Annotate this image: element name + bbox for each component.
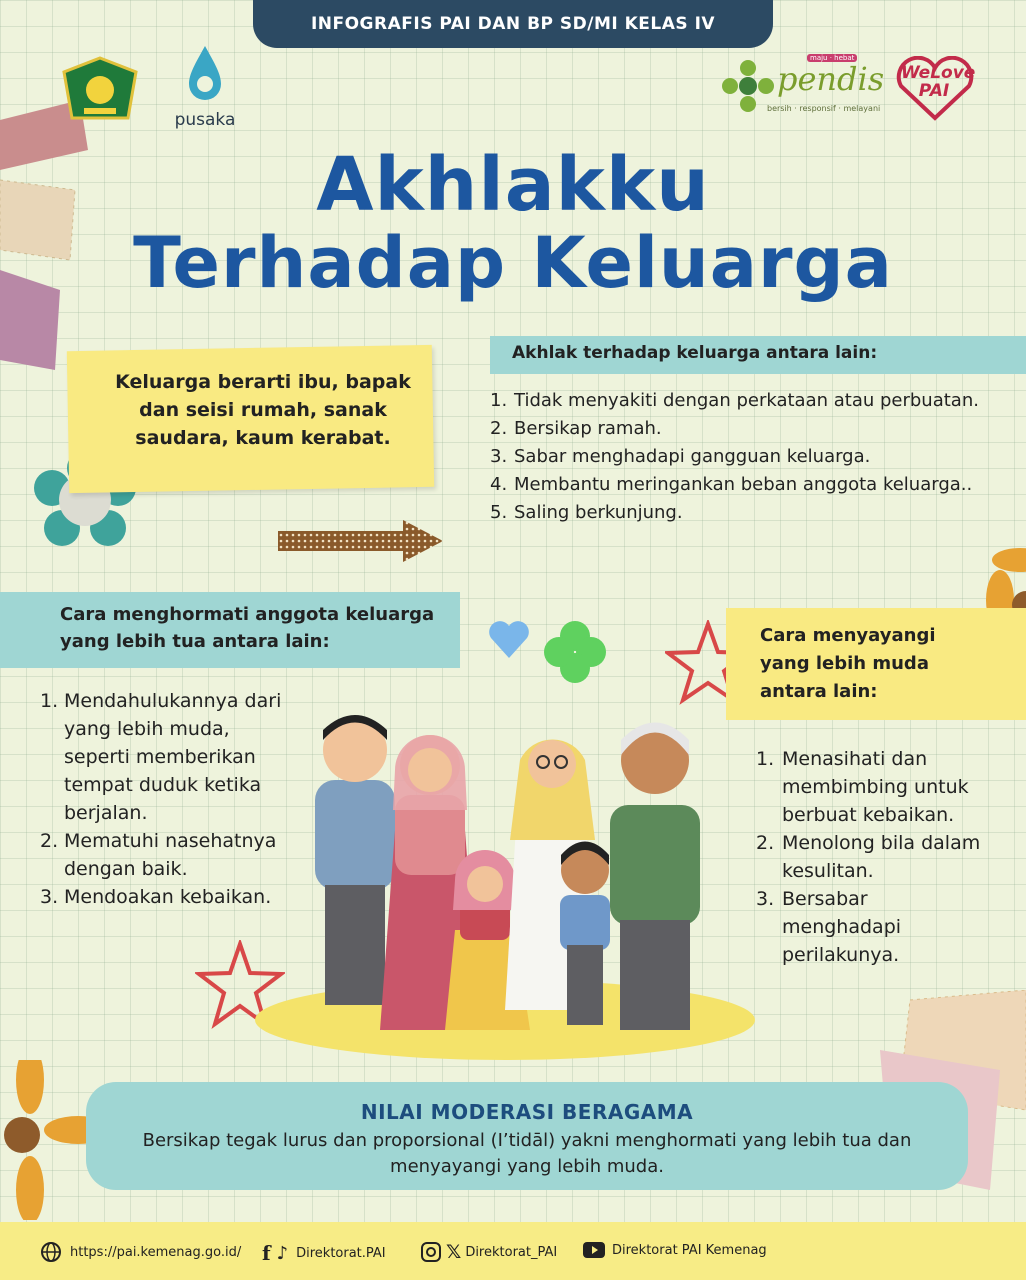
youtube-icon [582,1241,606,1259]
akhlak-list [490,387,990,527]
list-item [40,687,290,827]
website-link[interactable] [40,1241,241,1263]
list-item [490,471,990,499]
grandfather-figure [610,723,700,1031]
item-number: 3. [756,888,775,910]
item-text: Tidak menyakiti dengan perkataan atau perbuatan. [514,390,979,411]
family-illustration [255,700,755,1060]
pendis-small-tag: maju · hebat [807,54,857,62]
item-text: Mendoakan kebaikan. [64,886,272,908]
clover-icon [543,620,607,684]
pai-label: PAI [918,81,950,101]
item-text: Mendahulukannya dari yang lebih muda, seperti memberikan tempat duduk ketika berjalan. [64,690,282,824]
item-text: Saling berkunjung. [514,502,683,523]
page-title-line-2: Terhadap Keluarga [133,222,893,304]
boy-figure [560,842,610,1026]
youtube-channel: Direktorat PAI Kemenag [612,1242,767,1258]
page-title-line-1: Akhlakku [316,142,710,228]
item-text: Bersikap ramah. [514,418,662,439]
banner-text: INFOGRAFIS PAI DAN BP SD/MI KELAS IV [310,14,716,34]
sayang-heading: Cara menyayangi yang lebih muda antara lain: [760,625,936,702]
item-text: Mematuhi nasehatnya dengan baik. [64,830,277,880]
item-number: 3. [490,446,508,467]
moderation-text: Bersikap tegak lurus dan proporsional (I’tidāl) yakni menghormati yang lebih tua dan menyayangi yang lebih muda. [142,1130,912,1177]
list-item [490,387,990,415]
list-item [756,885,986,969]
list-item [490,415,990,443]
x-icon: 𝕏 [446,1241,462,1263]
kemenag-logo [60,56,140,126]
item-number: 2. [40,830,59,852]
item-text: Sabar menghadapi gangguan keluarga. [514,446,871,467]
website-url: https://pai.kemenag.go.id/ [70,1244,242,1260]
father-figure [315,715,395,1005]
item-text: Menolong bila dalam kesulitan. [782,832,981,882]
youtube-link[interactable] [582,1241,767,1259]
item-number: 4. [490,474,508,495]
item-text: Bersabar menghadapi perilakunya. [782,888,902,966]
akhlak-heading: Akhlak terhadap keluarga antara lain: [512,343,878,363]
arrow-right-icon [278,520,443,562]
pusaka-logo [165,44,245,134]
item-number: 2. [756,832,775,854]
list-item [490,443,990,471]
moderation-title: NILAI MODERASI BERAGAMA [360,1100,694,1124]
list-item [756,745,986,829]
pendis-logo [722,54,892,124]
sayang-list [756,745,986,969]
list-item [40,883,290,911]
item-number: 1. [490,390,508,411]
instagram-x-link[interactable] [420,1241,557,1263]
we-love-pai-logo [893,56,977,122]
hormat-list [40,687,290,911]
facebook-tiktok-handle: Direktorat.PAI [296,1245,386,1261]
pusaka-label: pusaka [174,110,236,130]
item-text: Membantu meringankan beban anggota keluarga.. [514,474,973,495]
item-number: 2. [490,418,508,439]
globe-icon [40,1241,62,1263]
instagram-icon [420,1241,442,1263]
facebook-tiktok-link[interactable] [262,1241,386,1265]
heart-icon [485,616,533,664]
we-love-label: WeLove [901,63,976,83]
facebook-icon: f [262,1241,271,1265]
item-number: 1. [756,748,775,770]
list-item [40,827,290,883]
tiktok-icon: ♪ [276,1242,289,1264]
item-number: 3. [40,886,59,908]
instagram-x-handle: Direktorat_PAI [465,1244,558,1260]
pusaka-drop-icon [185,44,225,104]
definition-text: Keluarga berarti ibu, bapak dan seisi rumah, sanak saudara, kaum kerabat. [115,371,411,449]
list-item [490,499,990,527]
we-love-pai-text [901,63,976,101]
list-item [756,829,986,885]
item-number: 5. [490,502,508,523]
item-number: 1. [40,690,59,712]
pendis-wordmark: pendis [777,60,885,98]
pendis-tagline: bersih · responsif · melayani [767,104,881,113]
top-banner [253,0,773,48]
item-text: Menasihati dan membimbing untuk berbuat kebaikan. [782,748,969,826]
hormat-heading: Cara menghormati anggota keluarga yang lebih tua antara lain: [60,604,435,652]
